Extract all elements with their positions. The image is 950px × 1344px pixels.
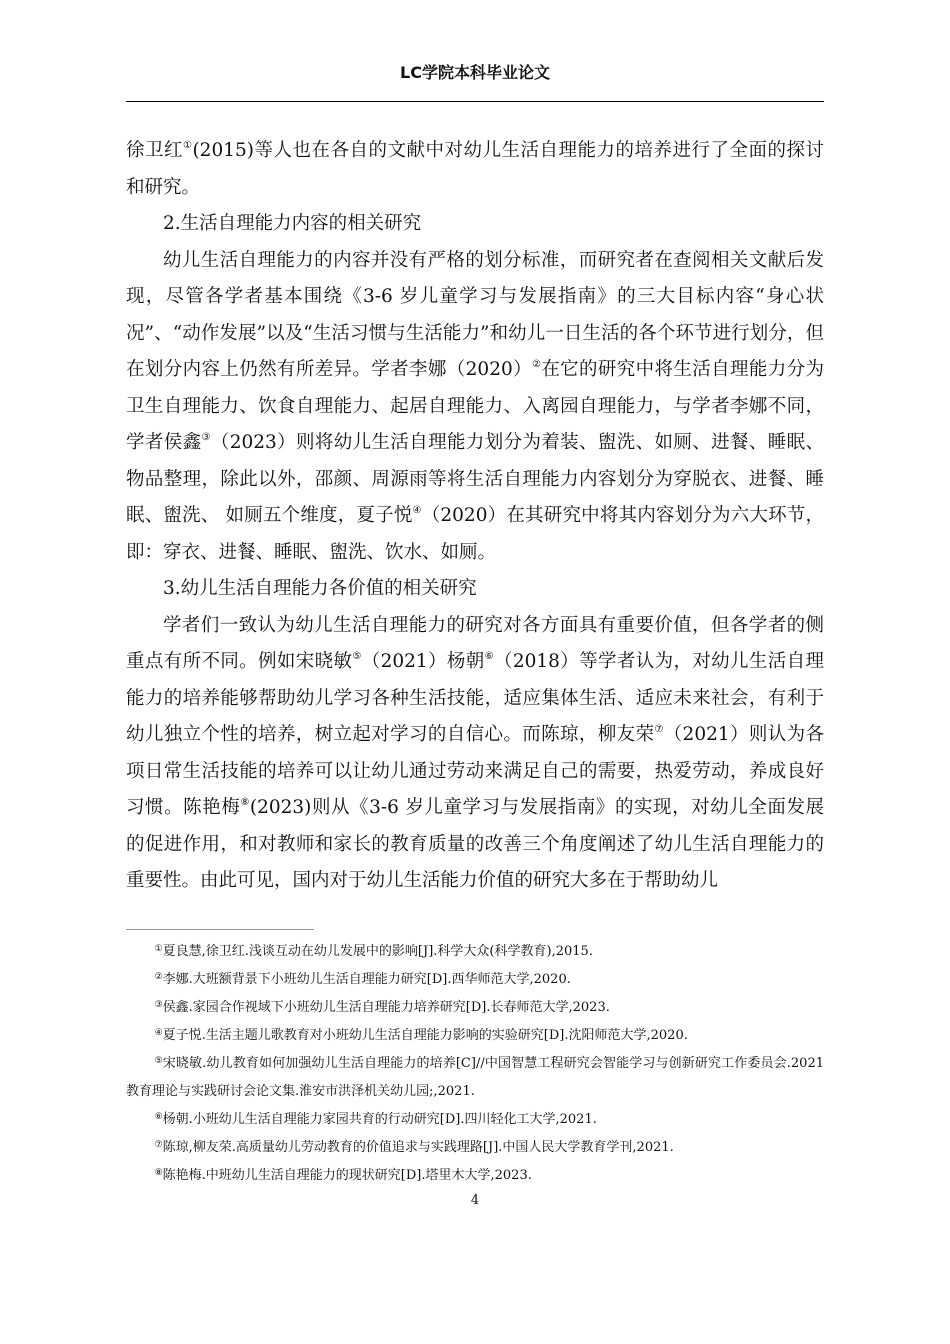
footnotes — [126, 938, 824, 1190]
footnote-ref-8[interactable]: ⑧ — [240, 797, 250, 808]
footnote-4: ④夏子悦.生活主题儿歌教育对小班幼儿生活自理能力影响的实验研究[D].沈阳师范大学,2020. — [154, 1028, 688, 1043]
paragraph-2: 幼儿生活自理能力的内容并没有严格的划分标准，而研究者在查阅相关文献后发现，尽管各学者基本围绕《3-6 岁儿童学习与发展指南》的三大目标内容“身心状况”、“动作发展”以及“生活习惯与生活能力”和幼儿一日生活的各个环节进行划分，但在划分内容上仍然有所差异。学者李娜（2020）②在它的研究中将生活自理能力分为卫生自理能力、饮食自理能力、起居自理能力、入离园自理能力，与学者李娜不同，学者侯鑫③（2023）则将幼儿生活自理能力划分为着装、盥洗、如厕、进餐、睡眠、物品整理，除此以外，邵颜、周源雨等将生活自理能力内容划分为穿脱衣、进餐、睡眠、盥洗、 如厕五个维度，夏子悦④（2020）在其研究中将其内容划分为六大环节，即：穿衣、进餐、睡眠、盥洗、饮水、如厕。 — [126, 249, 824, 563]
header-rule — [126, 101, 824, 102]
footnote-1: ①夏良慧,徐卫红.浅谈互动在幼儿发展中的影响[J].科学大众(科学教育),2015. — [154, 944, 593, 959]
section-heading-2: 2.生活自理能力内容的相关研究 — [163, 213, 422, 234]
footnote-3: ③侯鑫.家园合作视域下小班幼儿生活自理能力培养研究[D].长春师范大学,2023. — [154, 1000, 610, 1015]
page-number: 4 — [470, 1193, 480, 1208]
page-header: LC学院本科毕业论文 — [400, 63, 550, 82]
body-text — [126, 133, 824, 900]
paragraph-3: 学者们一致认为幼儿生活自理能力的研究对各方面具有重要价值，但各学者的侧重点有所不同。例如宋晓敏⑤（2021）杨朝⑥（2018）等学者认为，对幼儿生活自理能力的培养能够帮助幼儿学习各种生活技能，适应集体生活、适应未来社会，有利于幼儿独立个性的培养，树立起对学习的自信心。而陈琼，柳友荣⑦（2021）则认为各项日常生活技能的培养可以让幼儿通过劳动来满足自己的需要，热爱劳动，养成良好习惯。陈艳梅⑧(2023)则从《3-6 岁儿童学习与发展指南》的实现，对幼儿全面发展的促进作用，和对教师和家长的教育质量的改善三个角度阐述了幼儿生活自理能力的重要性。由此可见，国内对于幼儿生活能力价值的研究大多在于帮助幼儿 — [126, 614, 825, 891]
footnote-ref-5[interactable]: ⑤ — [352, 651, 362, 662]
paragraph-1: 徐卫红①(2015)等人也在各自的文献中对幼儿生活自理能力的培养进行了全面的探讨和研究。 — [126, 140, 824, 198]
footnote-ref-7[interactable]: ⑦ — [654, 724, 664, 735]
section-heading-3: 3.幼儿生活自理能力各价值的相关研究 — [163, 578, 477, 599]
footnote-6: ⑥杨朝.小班幼儿生活自理能力家园共育的行动研究[D].四川轻化工大学,2021. — [154, 1112, 597, 1127]
footnote-8: ⑧陈艳梅.中班幼儿生活自理能力的现状研究[D].塔里木大学,2023. — [154, 1168, 532, 1183]
footnote-ref-6[interactable]: ⑥ — [484, 651, 494, 662]
footnote-ref-1[interactable]: ① — [183, 140, 193, 151]
footnote-2: ②李娜.大班额背景下小班幼儿生活自理能力研究[D].西华师范大学,2020. — [154, 972, 571, 987]
footnote-ref-3[interactable]: ③ — [201, 432, 211, 443]
footnote-7: ⑦陈琼,柳友荣.高质量幼儿劳动教育的价值追求与实践理路[J].中国人民大学教育学刊,2021. — [154, 1140, 674, 1155]
footnote-ref-2[interactable]: ② — [531, 359, 542, 370]
footnote-ref-4[interactable]: ④ — [412, 505, 422, 516]
footnote-5: ⑤宋晓敏.幼儿教育如何加强幼儿生活自理能力的培养[C]//中国智慧工程研究会智能学习与创新研究工作委员会.2021 教育理论与实践研讨会论文集.淮安市洪泽机关幼儿园;,2021. — [126, 1056, 824, 1099]
footnote-separator — [126, 929, 314, 930]
